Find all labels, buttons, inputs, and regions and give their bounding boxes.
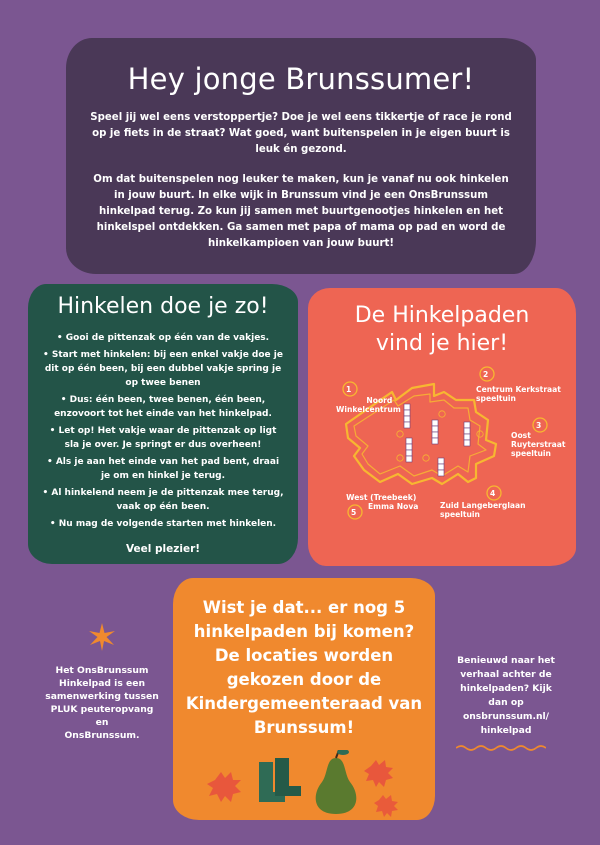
fact-line: Wist je dat... er nog 5 <box>202 598 406 617</box>
location-line: Zuid Langeberglaan <box>440 501 526 510</box>
region-marker <box>423 455 429 461</box>
website-link[interactable]: onsbrunssum.nl/ <box>462 711 550 722</box>
hopscotch-icon <box>404 404 410 428</box>
note-line: verhaal achter de <box>460 669 552 680</box>
location-label-4 <box>440 501 526 519</box>
location-label-2 <box>476 385 561 403</box>
location-line: Winkelcentrum <box>336 405 401 414</box>
location-line: West (Treebeek) <box>346 493 417 502</box>
list-item: • Al hinkelend neem je de pittenzak mee terug, vaak op één been. <box>42 488 284 512</box>
location-line: speeltuin <box>511 449 551 458</box>
location-number: 5 <box>351 508 357 517</box>
list-item: • Start met hinkelen: bij een enkel vakje doe je dit op één been, bij een dubbel vakje spring je op twee benen <box>43 350 283 388</box>
rain-boots-icon <box>259 758 301 802</box>
fact-card <box>173 578 435 820</box>
region-marker <box>477 431 483 437</box>
howto-closing: Veel plezier! <box>125 543 201 555</box>
leaf-icon <box>374 795 398 817</box>
fact-line: De locaties worden <box>214 646 394 665</box>
leaf-icon <box>207 772 241 802</box>
region-marker <box>397 431 403 437</box>
note-line: OnsBrunssum. <box>64 730 140 741</box>
list-item: • Gooi de pittenzak op één van de vakjes. <box>56 333 270 343</box>
howto-title: Hinkelen doe je zo! <box>57 294 269 319</box>
location-number: 3 <box>536 421 542 430</box>
intro-paragraph-1: Speel jij wel eens verstoppertje? Doe je wel eens tikkertje of race je rond op je fiets in de straat? Wat goed, want buitenspelen in je eigen buurt is leuk én gezond. <box>90 112 512 155</box>
partnership-note <box>44 664 160 742</box>
region-marker <box>397 455 403 461</box>
note-line: hinkelpaden? Kijk <box>460 683 552 694</box>
location-line: Oost <box>511 431 531 440</box>
note-line: PLUK peuteropvang en <box>50 704 154 728</box>
map-card <box>308 288 576 566</box>
leaf-icon <box>364 760 393 787</box>
pear-icon <box>316 750 357 814</box>
autumn-illustration <box>173 750 435 820</box>
location-line: speeltuin <box>476 394 516 403</box>
intro-paragraph-2: Om dat buitenspelen nog leuker te maken, kun je vanaf nu ook hinkelen in jouw buurt. In elke wijk in Brunssum vind je een OnsBrunssum hinkelpad terug. Zo kun jij samen met buurtgenootjes hinkelen en het hinkelspel ontdekken. Ga samen met papa of mama op pad en word de hinkelkampioen van jouw buurt! <box>93 174 509 249</box>
wave-underline-icon <box>456 744 546 752</box>
fact-line: Kindergemeenteraad van <box>185 694 423 713</box>
note-line: samenwerking tussen <box>45 691 159 702</box>
website-note <box>446 654 566 738</box>
fact-line: Brunssum! <box>253 718 355 737</box>
howto-steps-list <box>42 331 284 531</box>
location-number: 4 <box>490 489 496 498</box>
list-item: • Als je aan het einde van het pad bent, draai je om en hinkel je terug. <box>46 457 280 481</box>
list-item: • Let op! Het vakje waar de pittenzak op ligt sla je over. Je springt er dus overheen! <box>49 426 277 450</box>
website-link[interactable]: hinkelpad <box>480 725 532 736</box>
fact-line: gekozen door de <box>226 670 382 689</box>
map-title-line-1: De Hinkelpaden <box>354 303 530 328</box>
map-title-line-2: vind je hier! <box>375 331 509 356</box>
location-label-1 <box>336 396 401 414</box>
location-line: Noord <box>366 396 393 405</box>
note-line: Hinkelpad is een <box>59 678 145 689</box>
location-label-5 <box>344 493 418 511</box>
note-line: Benieuwd naar het <box>457 655 555 666</box>
region-marker <box>439 411 445 417</box>
location-line: Centrum Kerkstraat <box>476 385 561 394</box>
location-line: Ruyterstraat <box>511 440 566 449</box>
note-line: dan op <box>488 697 524 708</box>
location-number: 1 <box>346 385 352 394</box>
hopscotch-icon <box>432 420 438 444</box>
list-item: • Nu mag de volgende starten met hinkelen. <box>49 519 277 529</box>
howto-card <box>28 284 298 564</box>
location-line: Emma Nova <box>368 502 419 511</box>
intro-card <box>66 38 536 274</box>
hopscotch-icon <box>406 438 412 462</box>
hopscotch-icon <box>438 458 444 476</box>
hopscotch-icon <box>464 422 470 446</box>
location-number: 2 <box>483 370 489 379</box>
list-item: • Dus: één been, twee benen, één been, enzovoort tot het einde van het hinkelpad. <box>54 395 272 419</box>
fact-line: hinkelpaden bij komen? <box>193 622 415 641</box>
location-line: speeltuin <box>440 510 480 519</box>
location-label-3 <box>511 431 566 458</box>
star-icon <box>88 623 116 651</box>
intro-title: Hey jonge Brunssumer! <box>127 62 475 96</box>
note-line: Het OnsBrunssum <box>55 665 149 676</box>
